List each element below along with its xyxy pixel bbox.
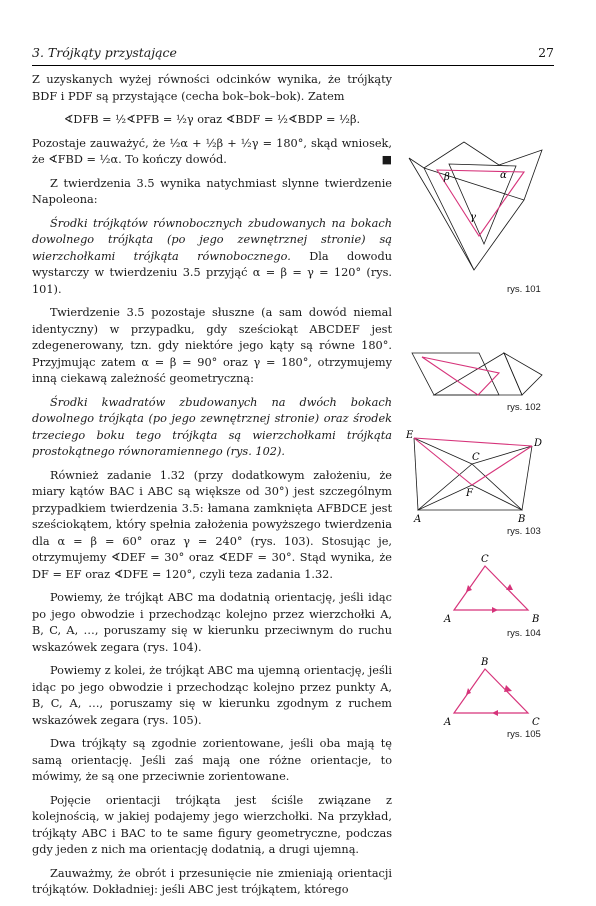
triangle-positive xyxy=(454,566,528,610)
point-label: C xyxy=(532,717,540,728)
segment-ed xyxy=(414,438,532,446)
paragraph xyxy=(32,216,392,299)
direction-arrow xyxy=(492,710,498,716)
page-number: 27 xyxy=(538,45,554,60)
figure-101-caption: rys. 101 xyxy=(507,284,541,295)
segment xyxy=(418,485,472,510)
angle-label: β xyxy=(444,172,450,183)
figure-102-caption: rys. 102 xyxy=(507,402,541,413)
point-label: C xyxy=(472,452,480,463)
figure-105 xyxy=(440,655,550,730)
segment xyxy=(414,438,472,464)
theorem-statement: Środki trójkątów równobocznych zbudowanych na bokach dowolnego trójkąta (po jego zewnętrznej stronie) są wierzchołkami trójkąta równobocznego. xyxy=(32,216,392,263)
segment xyxy=(414,438,418,510)
theorem-statement: Środki kwadratów zbudowanych na dwóch bokach dowolnego trójkąta (po jego zewnętrznej stronie) oraz środek trzeciego boku tego trójkąta są wierzchołkami trójkąta prostokątnego równoramiennego (rys. 102). xyxy=(32,395,392,458)
paragraph: Zauważmy, że obrót i przesunięcie nie zmieniają orientacji trójkątów. Dokładniej: jeśli ABC jest trójkątem, którego xyxy=(32,866,392,896)
figure-103 xyxy=(404,428,554,526)
point-label: B xyxy=(532,614,540,625)
paragraph-text: Dla dowodu wystarczy w twierdzeniu 3.5 przyjąć α = β = γ = 120° (rys. 101). xyxy=(32,249,392,296)
text-column xyxy=(32,72,392,906)
segment xyxy=(472,446,532,464)
napoleon-triangle xyxy=(437,170,524,236)
point-label: A xyxy=(414,514,422,525)
direction-arrow xyxy=(506,584,513,590)
outer-hexagon xyxy=(409,142,542,270)
paragraph xyxy=(32,395,392,461)
paragraph: Z uzyskanych wyżej równości odcinków wynika, że trójkąty BDF i PDF są przystające (cecha bok–bok–bok). Zatem xyxy=(32,73,392,103)
construction-line xyxy=(424,168,474,270)
point-label: F xyxy=(466,488,473,499)
square-outline xyxy=(504,353,542,395)
point-label: D xyxy=(534,438,543,449)
paragraph-text: Pozostaje zauważyć, że ½α + ½β + ½γ = 180°, skąd wniosek, że ∢FBD = ½α. To kończy dowód. xyxy=(32,136,392,166)
segment xyxy=(522,446,532,510)
point-label: C xyxy=(481,554,489,565)
paragraph xyxy=(32,136,392,169)
point-label: A xyxy=(444,614,452,625)
qed-mark: ■ xyxy=(381,153,392,166)
angle-label: α xyxy=(500,170,507,181)
segment xyxy=(472,485,522,510)
point-label: A xyxy=(444,717,452,728)
figure-105-caption: rys. 105 xyxy=(507,729,541,740)
direction-arrow xyxy=(492,607,498,613)
figure-102 xyxy=(404,345,554,405)
chapter-title: 3. Trójkąty przystające xyxy=(32,45,177,60)
paragraph: Twierdzenie 3.5 pozostaje słuszne (a sam dowód niemal identyczny) w przypadku, gdy sześciokąt ABCDEF jest zdegenerowany, tzn. gdy niektóre jego kąty są równe 180°. Przyjmując zatem α = β = 90° oraz γ = 180°, otrzymujemy inną ciekawą zależność geometryczną: xyxy=(32,306,392,385)
figure-101 xyxy=(404,140,554,285)
paragraph: Powiemy z kolei, że trójkąt ABC ma ujemną orientację, jeśli idąc po jego obwodzie i przechodząc kolejno przez punkty A, B, C, A, …, poruszamy się w kierunku zgodnym z ruchem wskazówek zegara (rys. 105). xyxy=(32,664,392,727)
paragraph: Dwa trójkąty są zgodnie zorientowane, jeśli oba mają tę samą orientację. Jeśli zaś mają one różne orientacje, to mówimy, że są one przeciwnie zorientowane. xyxy=(32,737,392,783)
paragraph: Również zadanie 1.32 (przy dodatkowym założeniu, że miary kątów BAC i ABC są większe od 30°) jest szczególnym przypadkiem twierdzenia 3.5: łamana zamknięta AFBDCE jest sześciokątem, który spełnia założenia powyższego twierdzenia dla α = β = 60° oraz γ = 240° (rys. 103). Stosując je, otrzymujemy ∢DEF = 30° oraz ∢EDF = 30°. Stąd wynika, że DF = EF oraz ∢DFE = 120°, czyli teza zadania 1.32. xyxy=(32,468,392,581)
angle-label: γ xyxy=(470,212,476,223)
figure-103-caption: rys. 103 xyxy=(507,526,541,537)
running-header xyxy=(32,45,554,66)
equation: ∢DFB = ½∢PFB = ½γ oraz ∢BDF = ½∢BDP = ½β. xyxy=(63,113,361,126)
segment-ef xyxy=(414,438,472,485)
segment-df xyxy=(472,446,532,485)
point-label: B xyxy=(481,657,489,668)
point-label: B xyxy=(518,514,526,525)
triangle-negative xyxy=(454,669,528,713)
direction-arrow xyxy=(504,685,512,692)
point-label: E xyxy=(406,430,414,441)
paragraph: Pojęcie orientacji trójkąta jest ściśle związane z kolejnością, w jakiej podajemy jego wierzchołki. Na przykład, trójkąty ABC i BAC to te same figury geometryczne, podczas gdy jeden z nich ma orientację dodatnią, a drugi ujemną. xyxy=(32,793,392,856)
paragraph: Powiemy, że trójkąt ABC ma dodatnią orientację, jeśli idąc po jego obwodzie i przechodząc kolejno przez wierzchołki A, B, C, A, …, poruszamy się w kierunku przeciwnym do ruchu wskazówek zegara (rys. 104). xyxy=(32,591,392,654)
figure-104 xyxy=(440,550,550,628)
figure-104-caption: rys. 104 xyxy=(507,628,541,639)
paragraph: Z twierdzenia 3.5 wynika natychmiast slynne twierdzenie Napoleona: xyxy=(32,176,392,206)
